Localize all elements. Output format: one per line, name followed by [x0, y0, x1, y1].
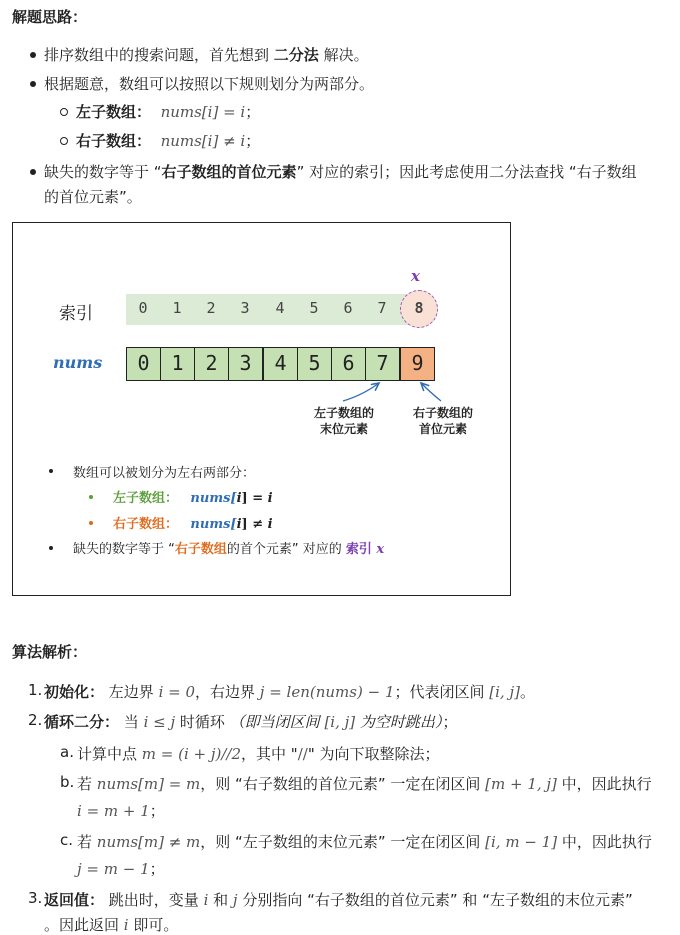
- index-cell: 7: [377, 299, 387, 317]
- index-cell: 0: [138, 299, 148, 317]
- idea-sub-right: 右子数组： nums[i] ≠ i；: [76, 132, 261, 150]
- section-title-algo: 算法解析：: [12, 643, 88, 661]
- index-cell: 3: [240, 299, 250, 317]
- figure-note-2: 缺失的数字等于 “右子数组的首个元素” 对应的 索引 x: [73, 542, 385, 557]
- array-cell: 5: [297, 347, 332, 381]
- bullet-dot: [30, 52, 36, 58]
- array-cell: 0: [126, 347, 161, 381]
- figure-bullet: [89, 521, 93, 525]
- bullet-dot: [30, 81, 36, 87]
- idea-bullet-2: 根据题意，数组可以按照以下规则划分为两部分。: [44, 75, 375, 93]
- step-2a: 计算中点 m = (i + j)//2，其中 "//" 为向下取整除法；: [77, 745, 440, 763]
- missing-index-value: 8: [414, 299, 424, 317]
- sub-step-marker: a.: [60, 743, 74, 761]
- figure-bullet: [89, 495, 93, 499]
- figure-note-left: 左子数组： nums[i] = i: [113, 491, 273, 506]
- diagram-figure: [12, 222, 511, 596]
- nums-row-label: nums: [53, 353, 103, 372]
- sub-step-marker: c.: [60, 831, 74, 849]
- step-number: 2.: [28, 711, 43, 729]
- index-cell: 5: [309, 299, 319, 317]
- index-cell: 6: [343, 299, 353, 317]
- figure-bullet: [49, 546, 53, 550]
- step-number: 1.: [28, 681, 43, 699]
- figure-bullet: [49, 469, 53, 473]
- sub-bullet-circle: [60, 108, 68, 116]
- idea-sub-left: 左子数组： nums[i] = i；: [76, 103, 261, 121]
- arrow-right-start: [421, 383, 441, 401]
- figure-note-right: 右子数组： nums[i] ≠ i: [113, 517, 273, 532]
- bullet-dot: [30, 169, 36, 175]
- sub-bullet-circle: [60, 137, 68, 145]
- index-cell: 1: [172, 299, 182, 317]
- array-cell: 6: [331, 347, 366, 381]
- step-1: 初始化： 左边界 i = 0，右边界 j = len(nums) − 1；代表闭区间 [i, j]。: [44, 683, 535, 701]
- idea-bullet-3: 缺失的数字等于 “右子数组的首位元素” 对应的索引；因此考虑使用二分法查找 “右子数组: [44, 163, 637, 181]
- step-2c-line2: j = m − 1；: [77, 860, 165, 878]
- idea-bullet-3-line2: 的首位元素”。: [44, 188, 142, 206]
- sub-step-marker: b.: [60, 773, 75, 791]
- array-cell: 3: [228, 347, 263, 381]
- step-3-line2: 。因此返回 i 即可。: [44, 916, 179, 934]
- index-row-label: 索引: [59, 304, 93, 324]
- index-cell: 2: [206, 299, 216, 317]
- right-start-caption: 右子数组的 首位元素: [412, 406, 473, 436]
- x-marker-label: x: [411, 267, 420, 285]
- step-2: 循环二分： 当 i ≤ j 时循环 （即当闭区间 [i, j] 为空时跳出）；: [44, 713, 458, 731]
- array-cell: 4: [263, 347, 298, 381]
- figure-note-1: 数组可以被划分为左右两部分：: [73, 466, 256, 481]
- index-cell: 4: [275, 299, 285, 317]
- array-cell: 7: [365, 347, 400, 381]
- idea-bullet-1: 排序数组中的搜索问题，首先想到 二分法 解决。: [44, 46, 369, 64]
- step-number: 3.: [28, 889, 43, 907]
- left-end-caption: 左子数组的 末位元素: [313, 406, 374, 436]
- section-title-idea: 解题思路：: [12, 8, 88, 26]
- array-cell: 1: [160, 347, 195, 381]
- step-3: 返回值： 跳出时，变量 i 和 j 分别指向 “右子数组的首位元素” 和 “左子数组的末位元素”: [44, 891, 633, 909]
- step-2b-line2: i = m + 1；: [77, 802, 165, 820]
- array-cell: 2: [194, 347, 229, 381]
- step-2c: 若 nums[m] ≠ m，则 “左子数组的末位元素” 一定在闭区间 [i, m − 1] 中，因此执行: [77, 833, 652, 851]
- array-cell-missing: 9: [400, 347, 435, 381]
- step-2b: 若 nums[m] = m，则 “右子数组的首位元素” 一定在闭区间 [m + 1, j] 中，因此执行: [77, 775, 652, 793]
- arrow-left-end: [343, 383, 379, 401]
